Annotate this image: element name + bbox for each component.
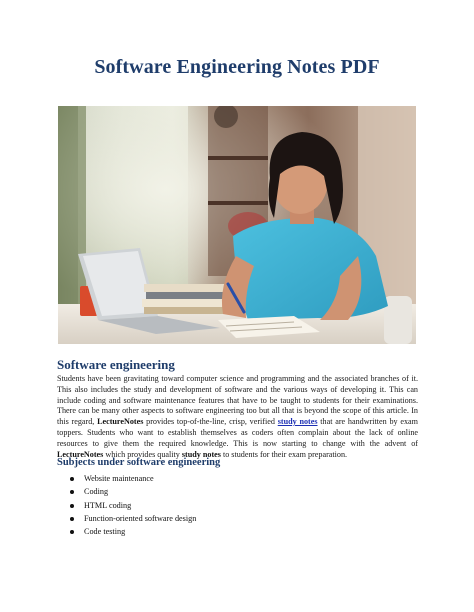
bold-brand: LectureNotes (97, 417, 144, 427)
list-item (68, 485, 196, 498)
paragraph-text: to students for their exam preparation. (220, 449, 348, 459)
list-item-text: HTML coding (84, 500, 132, 510)
student-studying-photo (58, 106, 416, 344)
bullet-icon (70, 477, 74, 481)
list-item (68, 512, 196, 525)
paragraph-text: provides top-of-the-line, crisp, verified (143, 417, 278, 427)
section-heading-subjects: Subjects under software engineering (57, 457, 221, 468)
subjects-list (68, 472, 196, 538)
bullet-icon (70, 530, 74, 534)
bullet-icon (70, 517, 74, 521)
list-item-text: Website maintenance (84, 474, 154, 483)
list-item-text: Function-oriented software design (84, 513, 197, 523)
list-item (68, 472, 196, 485)
bold-brand: LectureNotes (57, 449, 104, 459)
page-title: Software Engineering Notes PDF (94, 56, 380, 78)
list-item (68, 499, 196, 512)
list-item-text: Code testing (84, 527, 126, 537)
bold-study-notes: study notes (181, 449, 221, 459)
paragraph-text: that are handwritten by exam toppers. Students who want to establish themselves as coders often complain about the lack of online resources to give them the required knowledge. This is now starting to change with the advent of (57, 417, 418, 448)
section-heading-software-engineering: Software engineering (57, 357, 175, 372)
list-item-text: Coding (84, 487, 109, 497)
bullet-icon (70, 490, 74, 494)
intro-paragraph (57, 374, 418, 460)
paragraph-text: which provides quality (103, 449, 182, 459)
bullet-icon (70, 504, 74, 508)
paragraph-text: Students have been gravitating toward computer science and programming and the associated branches of it. This also includes the study and development of software and the various ways of developing it. This can include coding and software maintenance features that have to be taught to students for their examinations. There can be many other aspects to software engineering too but all that is beyond the scope of this article. In this regard, (57, 374, 418, 427)
study-notes-link[interactable]: study notes (277, 417, 318, 427)
list-item (68, 525, 196, 538)
